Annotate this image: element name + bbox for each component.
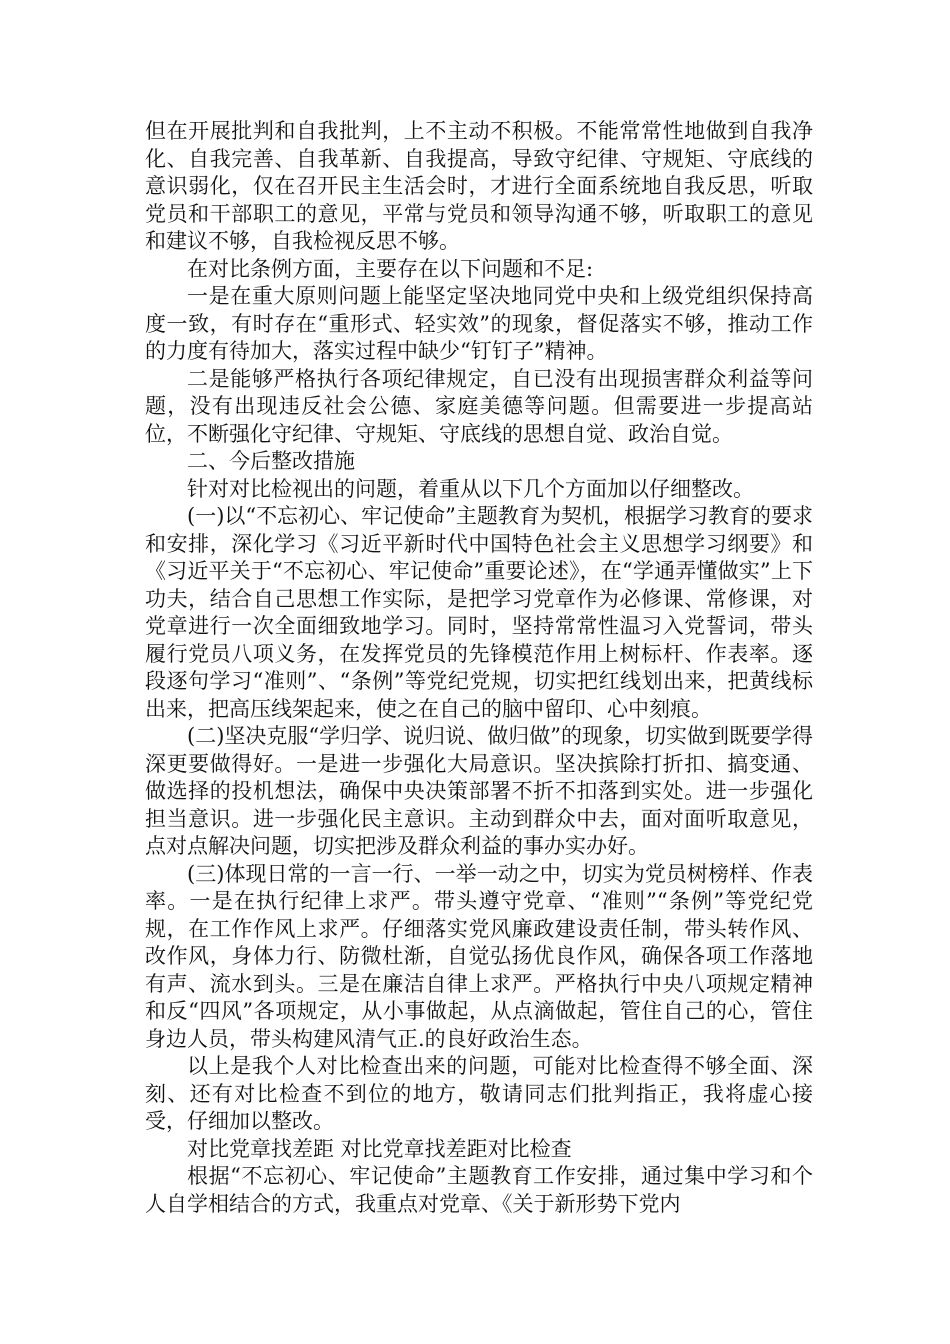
paragraph-12: 根据“不忘初心、牢记使命”主题教育工作安排，通过集中学习和个人自学相结合的方式，我重点对党章、《关于新形势下党内 [145, 1164, 813, 1216]
document-title: 对比党章找差距 对比党章找差距对比检查 [187, 1136, 572, 1161]
paragraph-6: 针对对比检视出的问题，着重从以下几个方面加以仔细整改。 [187, 476, 754, 501]
paragraph-9: (三)体现日常的一言一行、一举一动之中，切实为党员树榜样、作表率。一是在执行纪律上求严。带头遵守党章、“准则”“条例”等党纪党规，在工作作风上求严。仔细落实党风廉政建设责任制，带头转作风、改作风，身体力行、防微杜渐，自觉弘扬优良作风，确保各项工作落地有声、流水到头。三是在廉洁自律上求严。严格执行中央八项规定精神和反“四风”各项规定，从小事做起，从点滴做起，管住自己的心，管住身边人员，带头构建风清气正.的良好政治生态。 [145, 861, 813, 1051]
paragraph-8: (二)坚决克服“学归学、说归说、做归做”的现象，切实做到既要学得深更要做得好。一是进一步强化大局意识。坚决摈除打折扣、搞变通、做选择的投机想法，确保中央决策部署不折不扣落到实处。进一步强化担当意识。进一步强化民主意识。主动到群众中去，面对面听取意见，点对点解决问题，切实把涉及群众利益的事办实办好。 [145, 724, 813, 858]
paragraph-7: (一)以“不忘初心、牢记使命”主题教育为契机，根据学习教育的要求和安排，深化学习《习近平新时代中国特色社会主义思想学习纲要》和《习近平关于“不忘初心、牢记使命”重要论述》，在“学通弄懂做实”上下功夫，结合自己思想工作实际，是把学习党章作为必修课、常修课，对党章进行一次全面细致地学习。同时，坚持常常性温习入党誓词，带头履行党员八项义务，在发挥党员的先锋模范作用上树标杆、作表率。逐段逐句学习“准则”、“条例”等党纪党规，切实把红线划出来，把黄线标出来，把高压线架起来，使之在自己的脑中留印、心中刻痕。 [145, 504, 813, 721]
paragraph-4: 二是能够严格执行各项纪律规定，自已没有出现损害群众利益等问题，没有出现违反社会公德、家庭美德等问题。但需要进一步提高站位，不断强化守纪律、守规矩、守底线的思想自觉、政治自觉。 [145, 366, 813, 446]
document-body [145, 118, 813, 1218]
paragraph-1: 但在开展批判和自我批判，上不主动不积极。不能常常性地做到自我净化、自我完善、自我革新、自我提高，导致守纪律、守规矩、守底线的意识弱化，仅在召开民主生活会时，才进行全面系统地自我反思，听取党员和干部职工的意见，平常与党员和领导沟通不够，听取职工的意见和建议不够，自我检视反思不够。 [145, 119, 813, 253]
paragraph-2: 在对比条例方面，主要存在以下问题和不足: [187, 256, 594, 281]
section-heading: 二、今后整改措施 [187, 449, 355, 473]
paragraph-10: 以上是我个人对比检查出来的问题，可能对比检查得不够全面、深刻、还有对比检查不到位的地方，敬请同志们批判指正，我将虚心接受，仔细加以整改。 [145, 1054, 813, 1133]
paragraph-3: 一是在重大原则问题上能坚定坚决地同党中央和上级党组织保持高度一致，有时存在“重形式、轻实效”的现象，督促落实不够，推动工作的力度有待加大，落实过程中缺少“钉钉子”精神。 [145, 284, 813, 363]
